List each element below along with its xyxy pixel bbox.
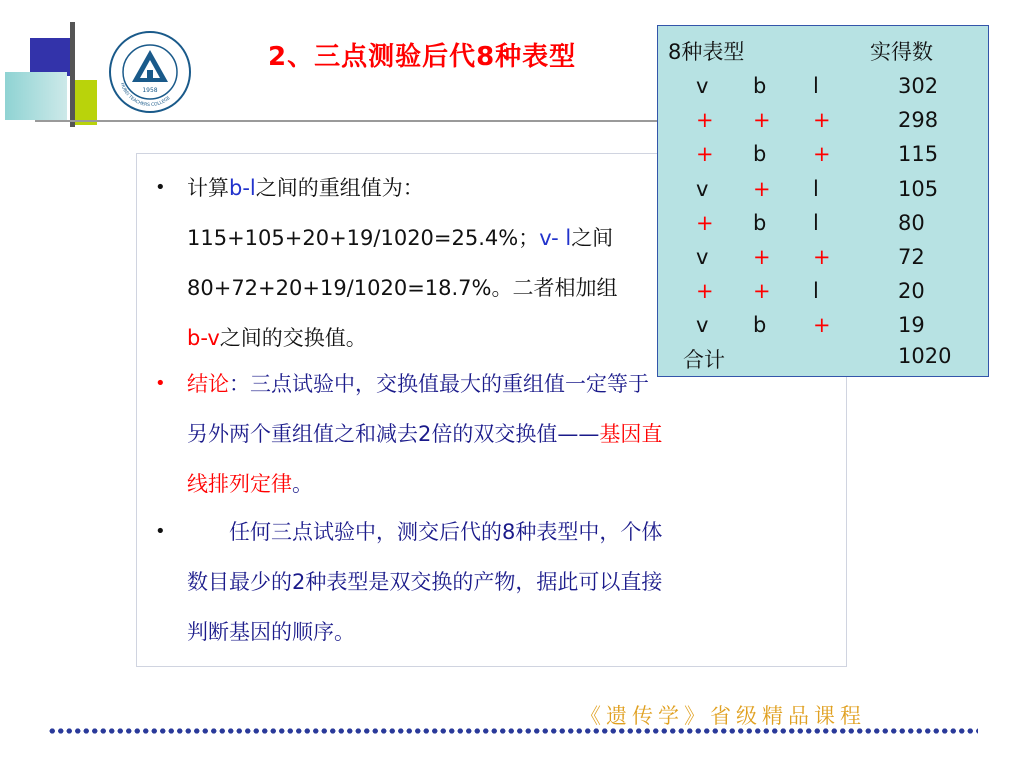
count-cell: 105 <box>898 176 939 201</box>
bullet-marker: • <box>155 373 166 394</box>
text-run: 数目最少的2种表型是双交换的产物，据此可以直接 <box>187 570 663 594</box>
text-run: 115+105+20+19/1020=25.4%； <box>187 226 540 250</box>
allele-cell: v <box>696 245 709 269</box>
decor-vertical-bar <box>70 22 75 127</box>
line <box>187 466 837 502</box>
text-run: 。 <box>292 472 313 496</box>
bullet-3 <box>155 514 837 650</box>
line <box>187 416 837 452</box>
allele-cell: v <box>696 74 709 98</box>
allele-cell: + <box>696 279 714 304</box>
table-row <box>658 245 988 279</box>
allele-cell: + <box>696 108 714 133</box>
allele-cell: + <box>696 142 714 167</box>
course-footer: 《遗传学》省级精品课程 <box>580 704 866 728</box>
allele-cell: l <box>813 210 819 235</box>
text-run: 判断基因的顺序。 <box>187 620 355 644</box>
allele-cell: + <box>813 245 831 269</box>
count-cell: 302 <box>898 74 939 98</box>
allele-cell: + <box>753 245 771 269</box>
decor-block-blue <box>30 38 72 76</box>
table-row <box>658 279 988 313</box>
allele-cell: b <box>753 313 767 338</box>
allele-cell: + <box>813 108 831 133</box>
allele-cell: + <box>813 142 831 167</box>
logo-year: 1958 <box>142 87 158 94</box>
college-logo <box>108 30 192 114</box>
table-row <box>658 74 988 108</box>
allele-cell: v <box>696 176 709 201</box>
table-header-phenotype: 8种表型 <box>668 40 745 64</box>
count-cell: 72 <box>898 245 925 269</box>
allele-cell: + <box>753 108 771 133</box>
table-row <box>658 313 988 347</box>
decor-block-green <box>72 80 97 125</box>
allele-cell: + <box>753 176 771 201</box>
text-run: 之间的交换值。 <box>219 326 367 350</box>
text-run: 结论 <box>187 372 229 396</box>
line <box>187 614 837 650</box>
bullet-marker: • <box>155 521 166 542</box>
text-run: 80+72+20+19/1020=18.7%。二者相加组 <box>187 276 618 300</box>
allele-cell: l <box>813 176 819 201</box>
allele-cell: + <box>813 313 831 338</box>
text-run: b-l <box>229 176 256 200</box>
text-run: v- l <box>539 226 572 250</box>
text-run: ：三点试验中，交换值最大的重组值一定等于 <box>229 372 649 396</box>
slide-title: 2、三点测验后代8种表型 <box>268 42 577 72</box>
table-row <box>658 142 988 176</box>
count-cell: 20 <box>898 279 925 304</box>
total-label: 合计 <box>683 348 725 372</box>
count-cell: 80 <box>898 210 925 235</box>
text-run: 任何三点试验中，测交后代的8种表型中，个体 <box>229 520 663 544</box>
count-cell: 298 <box>898 108 939 133</box>
allele-cell: v <box>696 313 709 338</box>
count-cell: 115 <box>898 142 939 167</box>
allele-cell: + <box>696 210 714 235</box>
text-run: 基因直 <box>599 422 663 446</box>
table-header-count: 实得数 <box>870 40 933 64</box>
text-run: 另外两个重组值之和减去2倍的双交换值—— <box>187 422 600 446</box>
table-row <box>658 108 988 142</box>
allele-cell: b <box>753 142 767 167</box>
text-run: b-v <box>187 326 220 350</box>
allele-cell: l <box>813 74 819 98</box>
table-row <box>658 211 988 245</box>
line <box>187 514 837 550</box>
count-cell: 19 <box>898 313 925 338</box>
bullet-2 <box>155 366 837 502</box>
footer-dotted-line <box>48 728 978 734</box>
table-total-row <box>658 344 988 378</box>
logo-caption: HUBEI TEACHERS COLLEGE <box>118 82 172 109</box>
text-run: 计算 <box>187 176 229 200</box>
header-divider <box>35 120 740 122</box>
phenotype-table <box>657 25 989 377</box>
decor-block-teal <box>5 72 67 120</box>
allele-cell: b <box>753 74 767 98</box>
bullet-marker: • <box>155 177 166 198</box>
line <box>187 564 837 600</box>
allele-cell: + <box>753 279 771 304</box>
text-run: 之间的重组值为： <box>255 176 424 200</box>
allele-cell: b <box>753 210 767 235</box>
text-run: 之间 <box>571 226 614 250</box>
total-value: 1020 <box>898 344 952 368</box>
text-run: 线排列定律 <box>187 472 292 496</box>
allele-cell: l <box>813 279 819 304</box>
table-row <box>658 177 988 211</box>
